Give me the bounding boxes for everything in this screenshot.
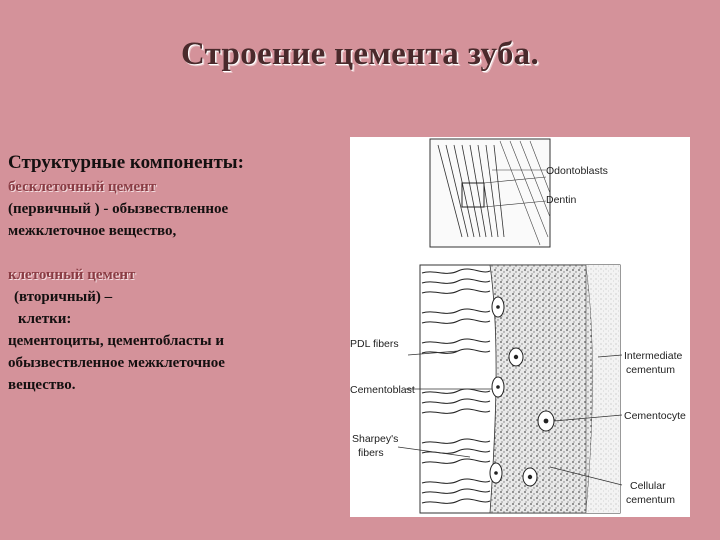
cementoblast-label: Cementoblast: [350, 384, 415, 396]
cellular-title: клеточный цемент: [8, 267, 136, 283]
heading: Структурные компоненты:: [8, 152, 244, 173]
cellular-line-5: вещество.: [8, 377, 76, 393]
cementum-diagram: [350, 137, 690, 517]
acellular-line-1: (первичный ) - обызвествленное: [8, 201, 229, 217]
upper-inset: [430, 139, 550, 247]
slide-title: Строение цемента зуба.: [180, 36, 540, 72]
spacer: [8, 242, 338, 264]
pdl-fibers-label: PDL fibers: [350, 338, 399, 350]
intermediate-cementum-label-2: cementum: [626, 364, 676, 376]
acellular-line-2: межклеточное вещество,: [8, 223, 177, 239]
cellular-line-1: (вторичный) –: [14, 289, 113, 305]
cellular-cementum-label-2: cementum: [626, 494, 676, 506]
sharpeys-fibers-label-2: fibers: [358, 447, 384, 459]
cellular-line-2: клетки:: [18, 311, 72, 327]
lower-diagram: [398, 265, 622, 513]
intermediate-cementum-label-1: Intermediate: [624, 350, 683, 362]
text-block: [8, 152, 338, 396]
cellular-line-4: обызвествленное межклеточное: [8, 355, 225, 371]
cementocyte-label: Cementocyte: [624, 410, 686, 422]
dentin-label: Dentin: [546, 194, 577, 206]
acellular-title: бесклеточный цемент: [8, 179, 157, 195]
cellular-line-3: цементоциты, цементобласты и: [8, 333, 225, 349]
odontoblasts-label: Odontoblasts: [546, 165, 608, 177]
cellular-cementum-label-1: Cellular: [630, 480, 666, 492]
sharpeys-fibers-label-1: Sharpey's: [352, 433, 399, 445]
